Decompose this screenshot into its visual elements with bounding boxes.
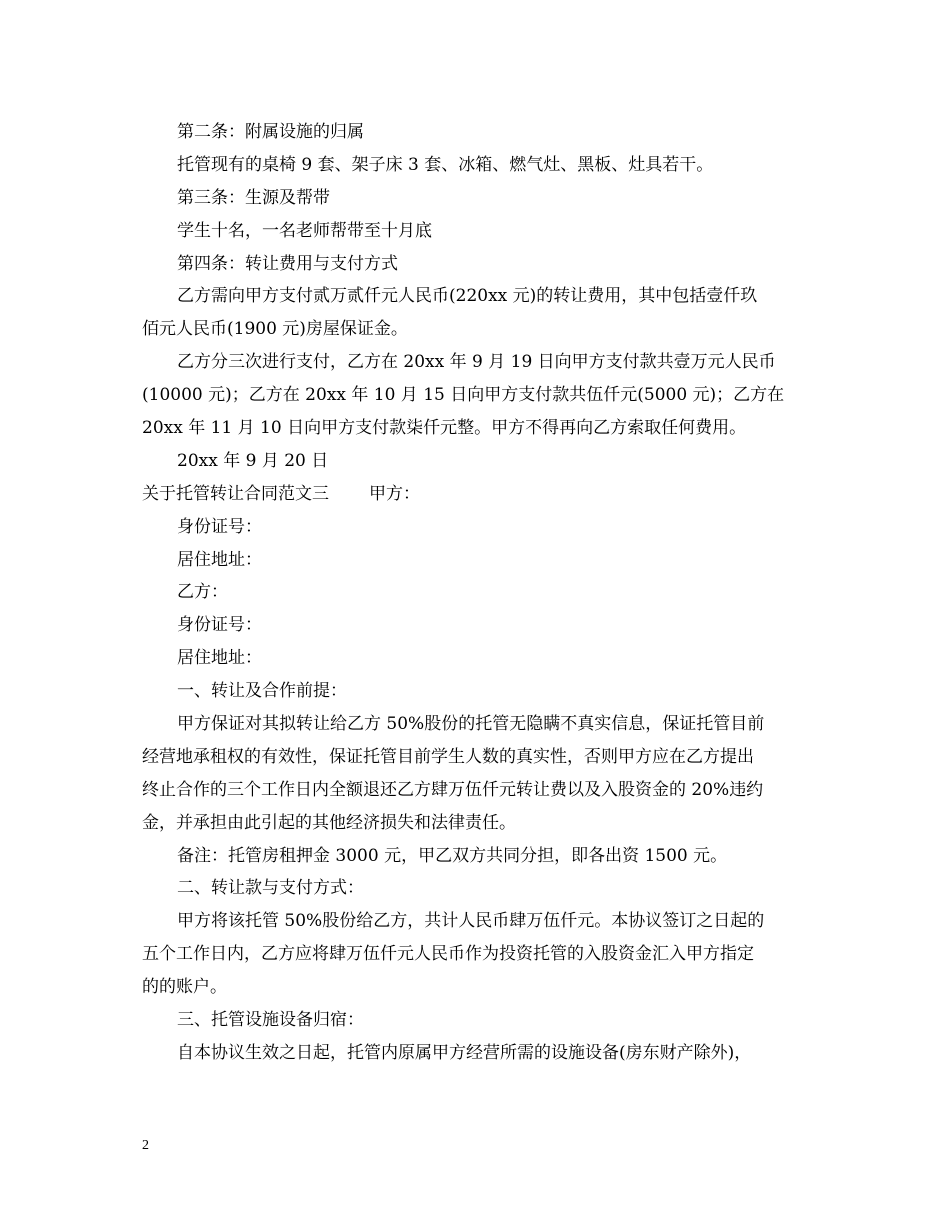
text-line: 五个工作日内，乙方应将肆万伍仟元人民币作为投资托管的入股资金汇入甲方指定	[142, 944, 754, 965]
text-line: 终止合作的三个工作日内全额退还乙方肆万伍仟元转让费以及入股资金的 20%违约	[142, 779, 764, 800]
text-line: 居住地址：	[177, 648, 262, 669]
page-number: 2	[142, 1138, 149, 1153]
document-title-line	[142, 478, 812, 511]
contract-section-part-three	[142, 511, 812, 1070]
text-line: 第三条：生源及帮带	[177, 187, 330, 208]
text-line: 20xx 年 11 月 10 日向甲方支付款柒仟元整。甲方不得再向乙方索取任何费用。	[142, 418, 747, 439]
text-line: 备注：托管房租押金 3000 元，甲乙双方共同分担，即各出资 1500 元。	[177, 845, 728, 866]
text-line: 学生十名，一名老师帮带至十月底	[177, 220, 432, 241]
text-line: 居住地址：	[177, 549, 262, 570]
text-line: 甲方保证对其拟转让给乙方 50%股份的托管无隐瞒不真实信息，保证托管目前	[177, 714, 765, 735]
text-line: 二、转让款与支付方式：	[177, 878, 364, 899]
text-line: 身份证号：	[177, 615, 262, 636]
text-line: (10000 元)；乙方在 20xx 年 10 月 15 日向甲方支付款共伍仟元(5000 元)；乙方在	[142, 385, 785, 406]
text-line: 经营地承租权的有效性，保证托管目前学生人数的真实性，否则甲方应在乙方提出	[142, 746, 754, 767]
text-line: 托管现有的桌椅 9 套、架子床 3 套、冰箱、燃气灶、黑板、灶具若干。	[177, 154, 714, 175]
text-line: 第四条：转让费用与支付方式	[177, 253, 398, 274]
text-line: 自本协议生效之日起，托管内原属甲方经营所需的设施设备(房东财产除外)，	[177, 1042, 752, 1063]
text-line: 佰元人民币(1900 元)房屋保证金。	[142, 319, 408, 340]
party-a-label: 甲方：	[369, 483, 420, 504]
contract-section-part-two	[142, 116, 812, 478]
text-line: 身份证号：	[177, 516, 262, 537]
document-body	[142, 116, 812, 1070]
document-title: 关于托管转让合同范文三	[142, 483, 329, 504]
text-line: 第二条：附属设施的归属	[177, 122, 364, 142]
text-line: 金，并承担由此引起的其他经济损失和法律责任。	[142, 812, 516, 833]
text-line: 乙方分三次进行支付，乙方在 20xx 年 9 月 19 日向甲方支付款共壹万元人民币	[177, 352, 776, 373]
text-line: 三、托管设施设备归宿：	[177, 1010, 364, 1031]
text-line: 乙方：	[177, 582, 228, 603]
text-line: 的的账户。	[142, 977, 227, 998]
text-line: 20xx 年 9 月 20 日	[177, 450, 329, 471]
text-line: 乙方需向甲方支付贰万贰仟元人民币(220xx 元)的转让费用，其中包括壹仟玖	[177, 286, 758, 307]
text-line: 甲方将该托管 50%股份给乙方，共计人民币肆万伍仟元。本协议签订之日起的	[177, 911, 765, 932]
text-line: 一、转让及合作前提：	[177, 681, 347, 702]
